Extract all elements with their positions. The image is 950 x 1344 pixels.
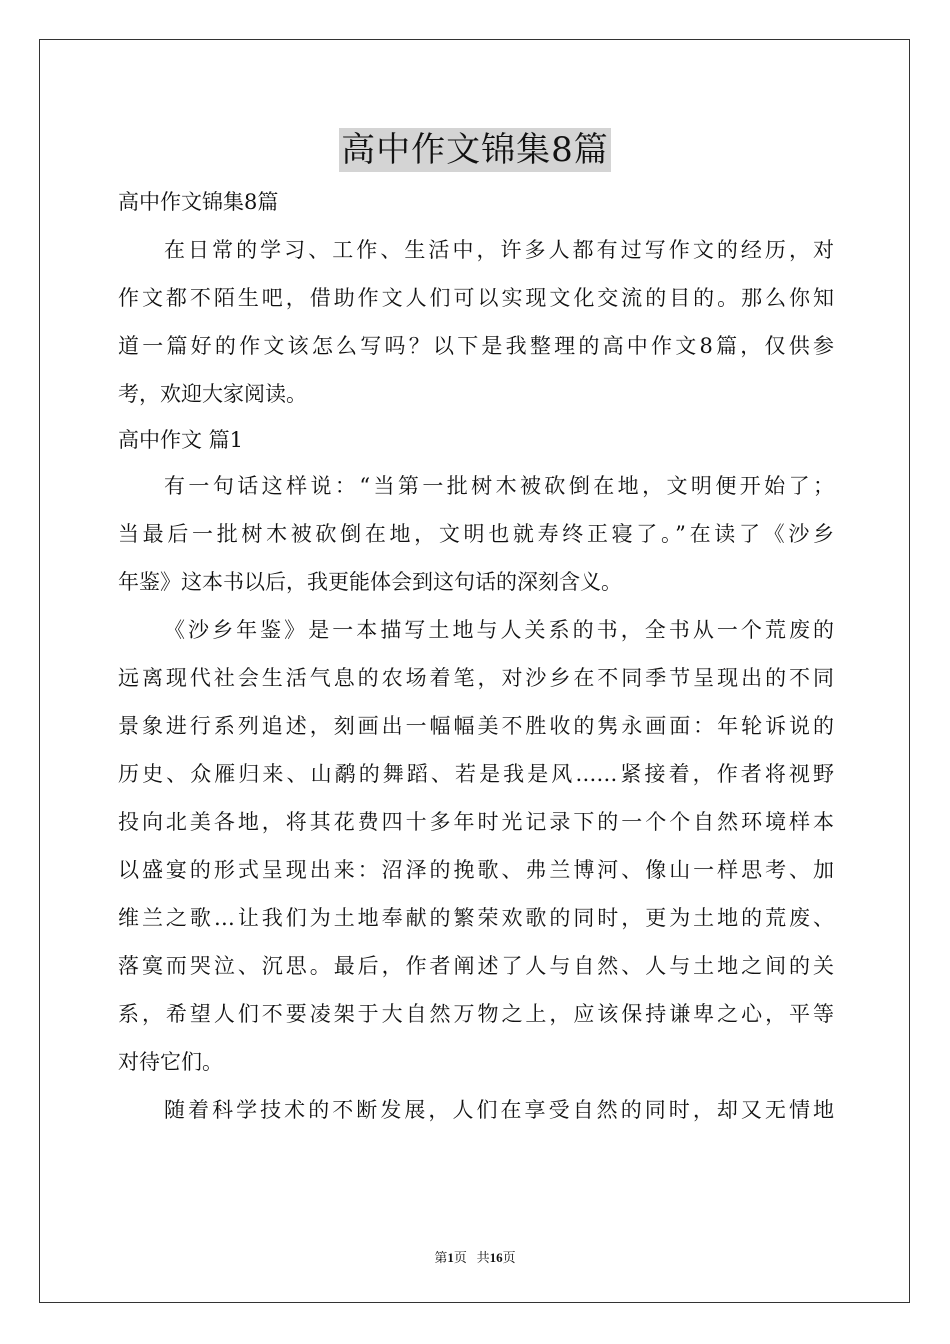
body-line: 《沙乡年鉴》是一本描写土地与人关系的书，全书从一个荒废的 — [164, 618, 834, 642]
body-line: 有一句话这样说：“当第一批树木被砍倒在地，文明便开始了； — [164, 474, 834, 498]
footer-total-suffix: 页 — [502, 1250, 516, 1265]
body-line: 当最后一批树木被砍倒在地，文明也就寿终正寝了。”在读了《沙乡 — [118, 522, 834, 546]
body-line: 在日常的学习、工作、生活中，许多人都有过写作文的经历，对 — [164, 238, 834, 262]
body-line: 对待它们。 — [118, 1050, 223, 1074]
footer-total-prefix: 共 — [476, 1250, 490, 1265]
body-line: 考，欢迎大家阅读。 — [118, 382, 307, 406]
body-line: 作文都不陌生吧，借助作文人们可以实现文化交流的目的。那么你知 — [118, 286, 834, 310]
body-line: 景象进行系列追述，刻画出一幅幅美不胜收的隽永画面：年轮诉说的 — [118, 714, 834, 738]
body-line: 年鉴》这本书以后，我更能体会到这句话的深刻含义。 — [118, 570, 622, 594]
body-line: 道一篇好的作文该怎么写吗？以下是我整理的高中作文8篇，仅供参 — [118, 334, 834, 358]
section-heading: 高中作文 篇1 — [118, 428, 244, 452]
body-line: 历史、众雁归来、山鹬的舞蹈、若是我是风……紧接着，作者将视野 — [118, 762, 834, 786]
body-line: 以盛宴的形式呈现出来：沼泽的挽歌、弗兰博河、像山一样思考、加 — [118, 858, 834, 882]
body-line: 投向北美各地，将其花费四十多年时光记录下的一个个自然环境样本 — [118, 810, 834, 834]
body-line: 系，希望人们不要凌架于大自然万物之上，应该保持谦卑之心，平等 — [118, 1002, 834, 1026]
body-line: 远离现代社会生活气息的农场着笔，对沙乡在不同季节呈现出的不同 — [118, 666, 834, 690]
body-line: 落寞而哭泣、沉思。最后，作者阐述了人与自然、人与土地之间的关 — [118, 954, 834, 978]
footer-page-suffix: 页 — [453, 1250, 467, 1265]
document-title-text: 高中作文锦集8篇 — [341, 130, 609, 170]
body-line: 高中作文锦集8篇 — [118, 190, 279, 214]
footer-total-pages: 16 — [489, 1250, 503, 1265]
footer-page-prefix: 第 — [434, 1250, 448, 1265]
document-title — [0, 128, 950, 172]
page-footer — [0, 1247, 950, 1266]
document-body — [118, 178, 834, 1134]
footer-page-number: 1 — [447, 1250, 454, 1265]
body-line: 随着科学技术的不断发展，人们在享受自然的同时，却又无情地 — [164, 1098, 834, 1122]
body-line: 维兰之歌…让我们为土地奉献的繁荣欢歌的同时，更为土地的荒废、 — [118, 906, 834, 930]
